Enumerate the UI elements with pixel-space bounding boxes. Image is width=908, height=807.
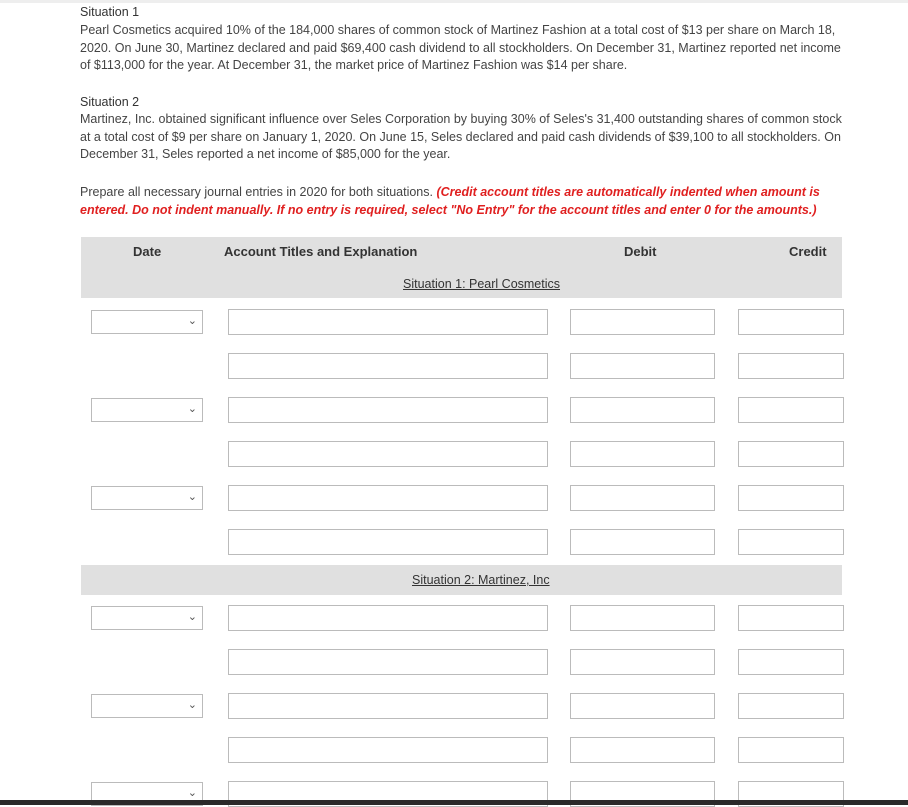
situation-2-title: Situation 2 (80, 95, 140, 109)
debit-input-4[interactable] (570, 441, 715, 467)
date-select-5[interactable] (91, 694, 203, 718)
account-input-7[interactable] (228, 605, 548, 631)
chevron-down-icon: ⌄ (187, 787, 197, 799)
debit-input-8[interactable] (570, 649, 715, 675)
credit-input-4[interactable] (738, 441, 844, 467)
account-input-3[interactable] (228, 397, 548, 423)
instructions-emphasis: (Credit account titles are automatically indented when amount is entered. Do not indent manually. If no entry is required, select "No Entry" for the account titles and enter 0 for the amounts.) (80, 185, 820, 217)
debit-input-2[interactable] (570, 353, 715, 379)
chevron-down-icon: ⌄ (187, 403, 197, 415)
section-2-label: Situation 2: Martinez, Inc (412, 573, 550, 587)
credit-input-6[interactable] (738, 529, 844, 555)
account-input-5[interactable] (228, 485, 548, 511)
account-input-4[interactable] (228, 441, 548, 467)
account-input-9[interactable] (228, 693, 548, 719)
date-select-1[interactable] (91, 310, 203, 334)
date-select-3[interactable] (91, 486, 203, 510)
chevron-down-icon: ⌄ (187, 491, 197, 503)
date-select-2[interactable] (91, 398, 203, 422)
debit-input-5[interactable] (570, 485, 715, 511)
situation-1-title: Situation 1 (80, 5, 140, 19)
chevron-down-icon: ⌄ (187, 699, 197, 711)
account-input-8[interactable] (228, 649, 548, 675)
credit-input-5[interactable] (738, 485, 844, 511)
date-select-4[interactable] (91, 606, 203, 630)
debit-input-6[interactable] (570, 529, 715, 555)
credit-input-1[interactable] (738, 309, 844, 335)
debit-column-header: Debit (624, 244, 657, 259)
situation-1-text: Pearl Cosmetics acquired 10% of the 184,000 shares of common stock of Martinez Fashion at a total cost of $13 per share on March 18, 2020. On June 30, Martinez declared and paid $69,400 cash dividend to all stockholders. On December 31, Martinez reported net income of $113,000 for the year. At December 31, the market price of Martinez Fashion was $14 per share. (80, 23, 841, 72)
credit-input-3[interactable] (738, 397, 844, 423)
account-column-header: Account Titles and Explanation (224, 244, 418, 259)
date-column-header: Date (133, 244, 162, 259)
instructions-normal: Prepare all necessary journal entries in 2020 for both situations. (80, 185, 437, 199)
debit-input-7[interactable] (570, 605, 715, 631)
section-1-label: Situation 1: Pearl Cosmetics (403, 277, 561, 291)
debit-input-1[interactable] (570, 309, 715, 335)
situation-2-text: Martinez, Inc. obtained significant influence over Seles Corporation by buying 30% of Seles's 31,400 outstanding shares of common stock at a total cost of $9 per share on January 1, 2020. On June 15, Seles declared and paid cash dividends of $39,100 to all stockholders. On December 31, Seles reported a net income of $85,000 for the year. (80, 112, 842, 161)
credit-input-7[interactable] (738, 605, 844, 631)
bottom-edge (0, 800, 908, 805)
chevron-down-icon: ⌄ (187, 611, 197, 623)
account-input-10[interactable] (228, 737, 548, 763)
credit-input-8[interactable] (738, 649, 844, 675)
chevron-down-icon: ⌄ (187, 315, 197, 327)
credit-input-9[interactable] (738, 693, 844, 719)
credit-input-10[interactable] (738, 737, 844, 763)
top-divider (0, 0, 908, 3)
debit-input-3[interactable] (570, 397, 715, 423)
account-input-2[interactable] (228, 353, 548, 379)
debit-input-10[interactable] (570, 737, 715, 763)
account-input-1[interactable] (228, 309, 548, 335)
credit-input-2[interactable] (738, 353, 844, 379)
credit-column-header: Credit (789, 244, 827, 259)
instructions (80, 183, 845, 219)
debit-input-9[interactable] (570, 693, 715, 719)
account-input-6[interactable] (228, 529, 548, 555)
